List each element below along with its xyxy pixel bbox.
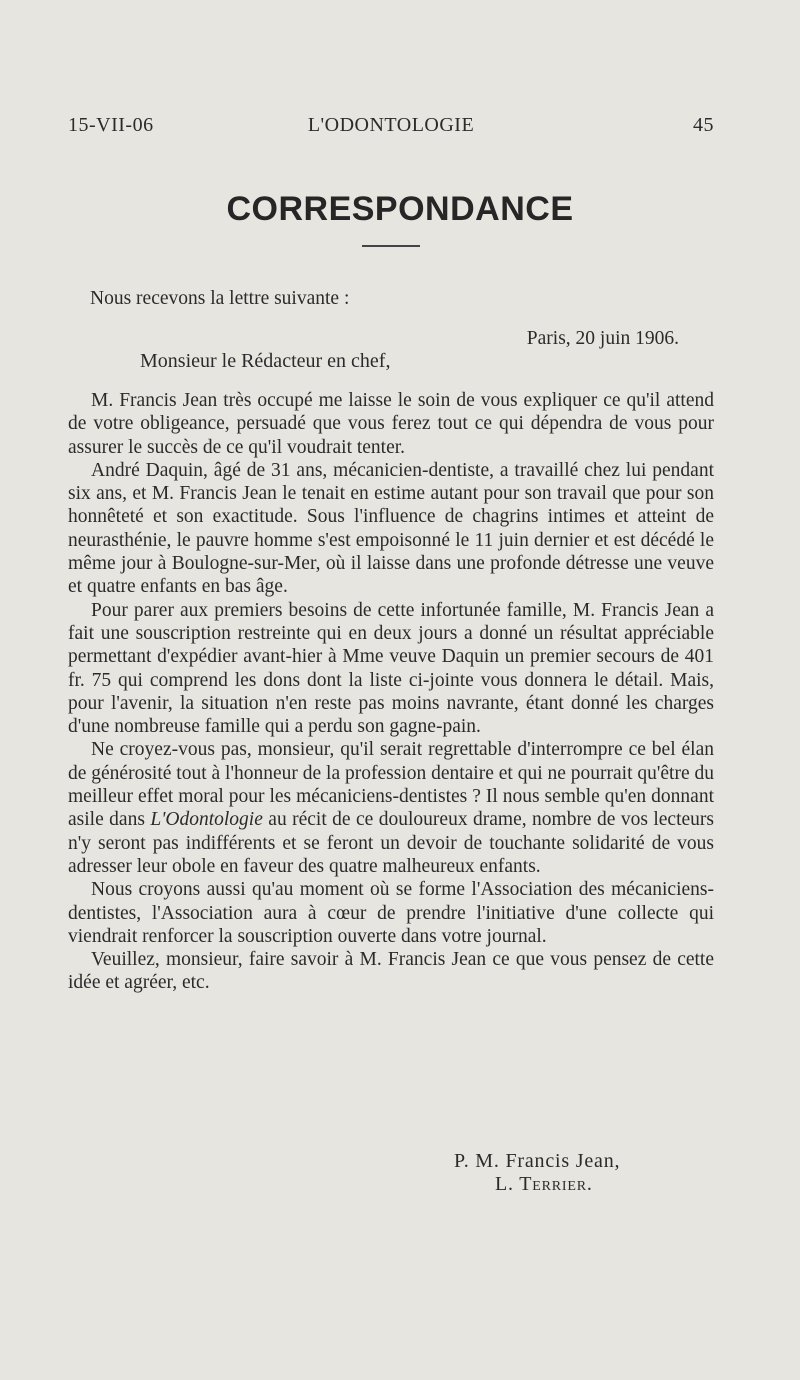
paragraph-6: Veuillez, monsieur, faire savoir à M. Francis Jean ce que vous pensez de cette idée et agréer, etc. [68,949,714,994]
header-date: 15-VII-06 [68,114,154,136]
letter-dateline: Paris, 20 juin 1906. [526,328,679,349]
paragraph-4-part-1: Ne croyez-vous pas, monsieur, qu'il serait regrettable d'interrompre ce bel élan de générosité tout à l'honneur de la profession dentaire et qui ne pourrait qu'être du meilleur effet moral pour les mécaniciens-dentistes ? Il nous semble qu'en donnant asile dans [68,739,714,831]
signature-name-2: L. Terrier. [495,1173,593,1195]
intro-line: Nous recevons la lettre suivante : [90,288,350,309]
header-journal-title: L'ODONTOLOGIE [307,114,475,136]
running-header [68,114,714,144]
section-title: CORRESPONDANCE [226,190,574,228]
paragraph-1: M. Francis Jean très occupé me laisse le soin de vous expliquer ce qu'il attend de votre obligeance, persuadé que vous ferez tout ce qui dépendra de vous pour assurer le succès de ce qu'il voudrait tenter. [68,390,714,458]
letter-salutation: Monsieur le Rédacteur en chef, [140,350,391,372]
paragraph-5: Nous croyons aussi qu'au moment où se forme l'Association des mécaniciens-dentistes, l'Association aura à cœur de prendre l'initiative d'une collecte qui viendrait renforcer la souscription ouverte dans votre journal. [68,879,714,947]
signature-name-1: P. M. Francis Jean, [454,1150,621,1172]
paragraph-3: Pour parer aux premiers besoins de cette infortunée famille, M. Francis Jean a fait une souscription restreinte qui en deux jours a donné un résultat appréciable permettant d'expédier avant-hier à Mme veuve Daquin un premier secours de 401 fr. 75 qui comprend les dons dont la liste ci-jointe vous donnera le détail. Mais, pour l'avenir, la situation n'en reste pas moins navrante, étant donné les charges d'une nombreuse famille qui a perdu son gagne-pain. [68,599,714,738]
page-number: 45 [693,114,714,136]
paragraph-2: André Daquin, âgé de 31 ans, mécanicien-dentiste, a travaillé chez lui pendant six ans, et M. Francis Jean le tenait en estime autant pour son travail que pour son honnêteté et son exactitude. Sous l'influence de chagrins intimes et atteint de neurasthénie, le pauvre homme s'est empoisonné le 11 juin dernier et est décédé le même jour à Boulogne-sur-Mer, où il laisse dans une profonde détresse une veuve et quatre enfants en bas âge. [68,459,714,598]
title-rule [362,245,420,247]
paragraph-4 [68,738,714,878]
letter-body [68,389,714,995]
paragraph-4-part-2: au récit de ce douloureux drame, nombre de vos lecteurs n'y seront pas indifférents et se feront un devoir de touchante solidarité de vous adresser leur obole en faveur des quatre malheureux enfants. [68,809,714,877]
journal-name-italic: L'Odontologie [150,809,263,831]
